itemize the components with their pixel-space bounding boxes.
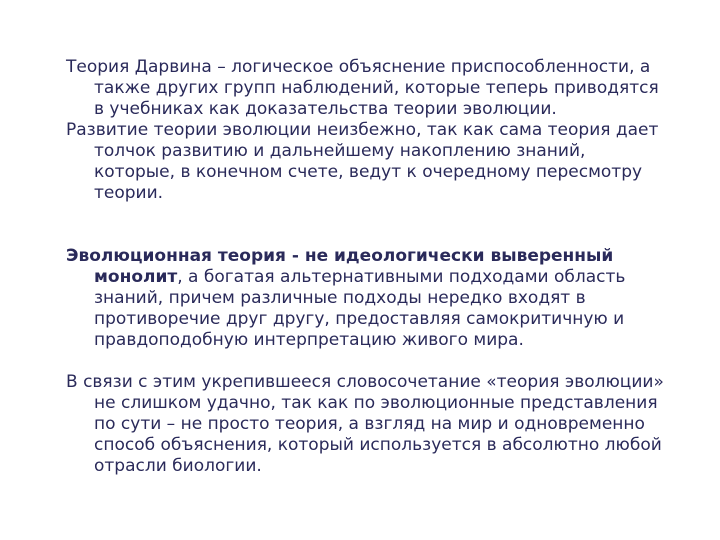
paragraph-darwin-theory: Теория Дарвина – логическое объяснение приспособленности, а также других групп наблюдений, которые теперь приводятся в учебниках как доказательства теории эволюции.: [66, 57, 659, 119]
paragraph-continuation: , а богатая альтернативными подходами область знаний, причем различные подходы нередко входят в противоречие друг другу, предоставляя самокритичную и правдоподобную интерпретацию живого мира.: [94, 267, 626, 350]
paragraph-theory-development: Развитие теории эволюции неизбежно, так как сама теория дает толчок развитию и дальнейшему накоплению знаний, которые, в конечном счете, ведут к очередному пересмотру теории.: [66, 120, 659, 203]
spacer: [66, 351, 666, 372]
text-body: [66, 57, 666, 477]
paragraph-term-evolution-theory: В связи с этим укрепившееся словосочетание «теория эволюции» не слишком удачно, так как по эволюционные представления по сути – не просто теория, а взгляд на мир и одновременно способ объяснения, который используется в абсолютно любой отрасли биологии.: [66, 372, 664, 476]
paragraph-evolution-not-monolith: [66, 246, 666, 351]
spacer: [66, 204, 666, 246]
emphasis-text: Эволюционная теория - не идеологически выверенный монолит: [66, 246, 614, 287]
